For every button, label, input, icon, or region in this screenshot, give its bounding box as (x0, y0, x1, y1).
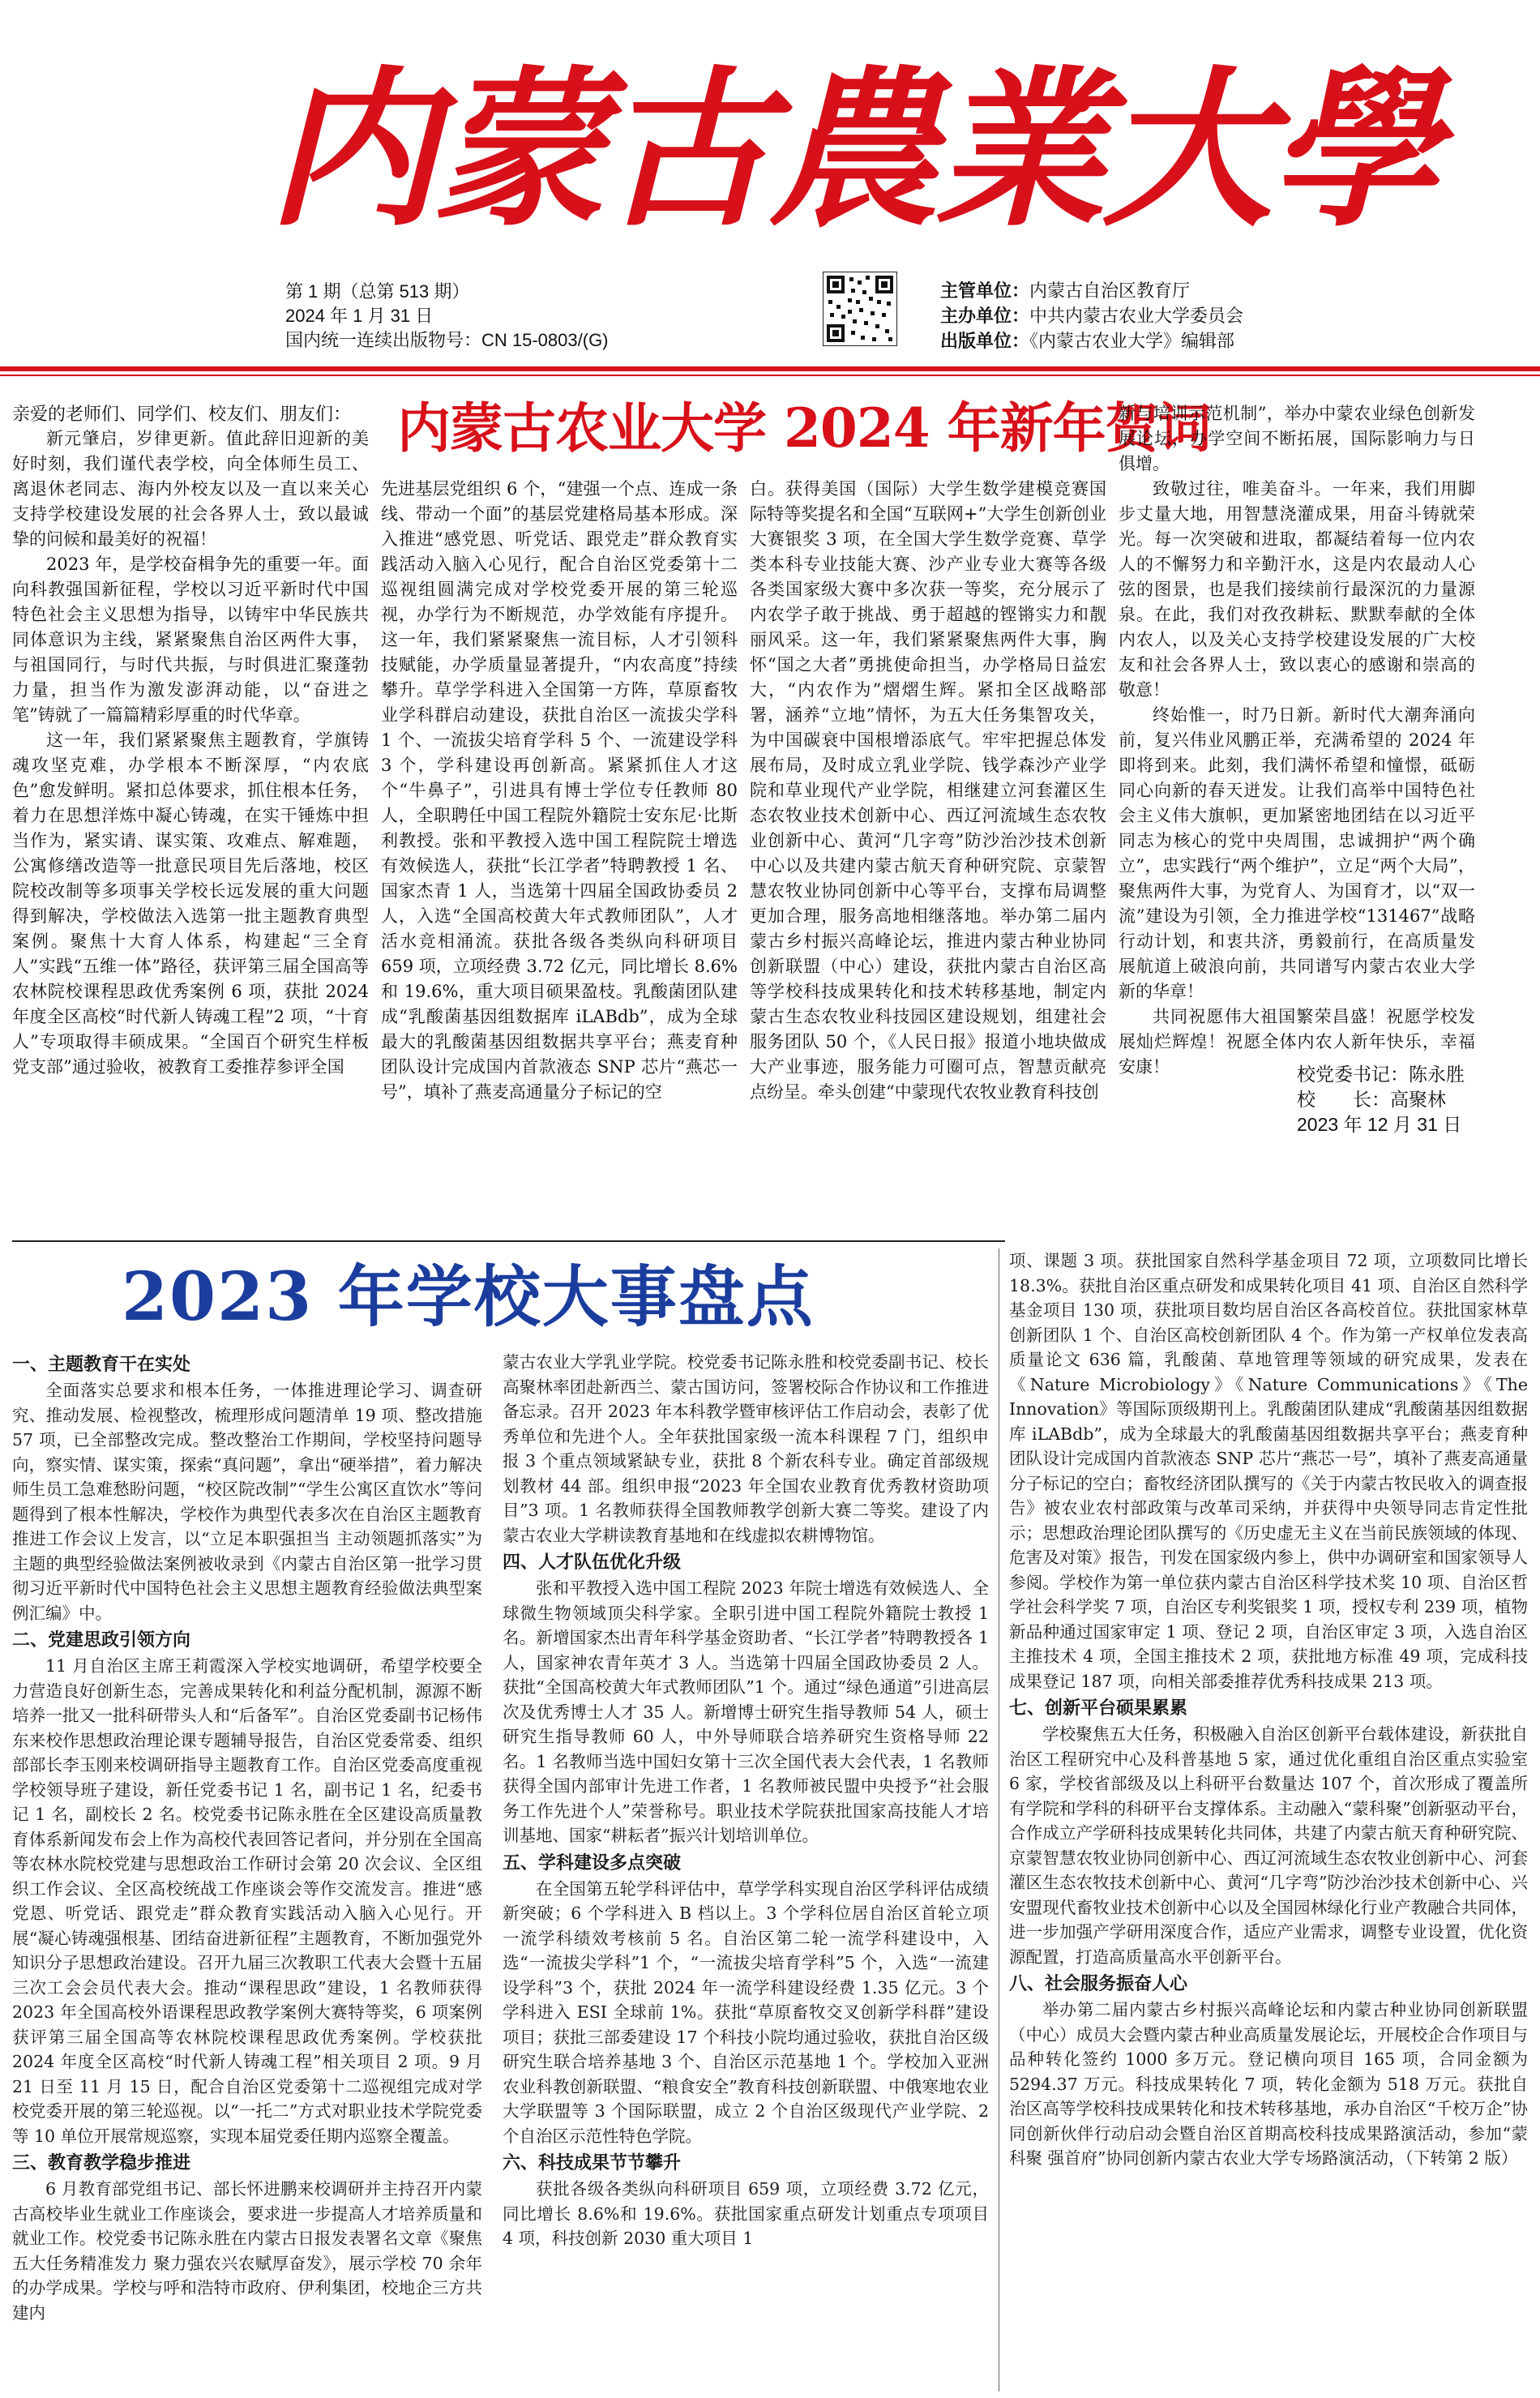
signature-president: 校 长：高聚林 (1297, 1089, 1446, 1110)
section-text: 11 月自治区主席王莉霞深入学校实地调研，希望学校要全力营造良好创新生态，完善成果转化和利益分配机制，源源不断培养一批又一批科研带头人和“后备军”。自治区党委副书记杨伟东来校作思想政治理论课专题辅导报告，自治区党委常委、组织部部长李玉刚来校调研指导主题教育工作。自治区党委高度重视学校领导班子建设，新任党委书记 1 名，副书记 1 名，纪委书记 1 名，副校长 2 名。校党委书记陈永胜在全区建设高质量教育体系新闻发布会上作为高校代表回答记者问，并分别在全国高等农林水院校党建与思想政治工作研讨会第 20 次会议、全区组织工作会议、全区高校统战工作座谈会等作交流发言。推进“感党恩、听党话、跟党走”群众教育实践活动入脑入心见行。开展“凝心铸魂强根基、团结奋进新征程”主题教育，不断加强党外知识分子思想政治建设。召开九届三次教职工代表大会暨十五届三次工会会员代表大会。推动“课程思政”建设，1 名教师获得 2023 年全国高校外语课程思政教学案例大赛特等奖，6 项案例获评第三届全国高等农林院校课程思政优秀案例。学校获批 2024 年度全区高校“时代新人铸魂工程”相关项目 2 项。9 月 21 日至 11 月 15 日，配合自治区党委第十二巡视组完成对学校党委开展的第三轮巡视。以“一托二”方式对职业技术学院党委等 10 单位开展常规巡察，实现本届党委任期内巡察全覆盖。 (12, 1656, 482, 2146)
host-label: 主办单位： (940, 306, 1030, 326)
greeting-paragraph: 致敬过往，唯美奋斗。一年来，我们用脚步丈量大地，用智慧浇灌成果，用奋斗铸就荣光。每一次突破和进取，都凝结着每一位内农人的不懈努力和辛勤汗水，这是内农最动人心弦的图景，也是我们接续前行最深沉的力量源泉。在此，我们对孜孜耕耘、默默奉献的全体内农人，以及关心支持学校建设发展的广大校友和社会各界人士，致以衷心的感谢和崇高的敬意！ (1119, 479, 1475, 700)
greeting-paragraph: 终始惟一，时乃日新。新时代大潮奔涌向前，复兴伟业风鹏正举，充满希望的 2024 年即将到来。此刻，我们满怀希望和憧憬，砥砺同心向新的春天迸发。让我们高举中国特色社会主义伟大旗帜，更加紧密地团结在以习近平同志为核心的党中央周围，忠诚拥护“两个确立”，忠实践行“两个维护”，立足“两个大局”，聚焦两件大事，为党育人、为国育才，以“双一流”建设为引领，全力推进学校“131467”战略行动计划，和衷共济，勇毅前行，在高质量发展航道上破浪向前，共同谱写内蒙古农业大学新的华章！ (1119, 705, 1475, 1001)
greeting-paragraph: 先进基层党组织 6 个，“建强一个点、连成一条线、带动一个面”的基层党建格局基本形成。深入推进“感党恩、听党话、跟党走”群众教育实践活动入脑入心见行，配合自治区党委第十二巡视组圆满完成对学校党委开展的第三轮巡视，办学行为不断规范，办学效能有序提升。这一年，我们紧紧聚焦一流目标，人才引领科技赋能，办学质量显著提升，“内农高度”持续攀升。草学学科进入全国第一方阵，草原畜牧业学科群启动建设，获批自治区一流拔尖学科 1 个、一流拔尖培育学科 5 个、一流建设学科 3 个，学科建设再创新高。紧紧抓住人才这个“牛鼻子”，引进具有博士学位专任教师 80 人，全职聘任中国工程院外籍院士安东尼·比斯利教授。张和平教授入选中国工程院院士增选有效候选人，获批“长江学者”特聘教授 1 名、国家杰青 1 人，当选第十四届全国政协委员 2 人，入选“全国高校黄大年式教师团队”，人才活水竞相涌流。获批各级各类纵向科研项目 659 项，立项经费 3.72 亿元，同比增长 8.6%和 19.6%，重大项目硕果盈枝。乳酸菌团队建成“乳酸菌基因组数据库 iLABdb”，成为全球最大的乳酸菌基因组数据共享平台；燕麦育种团队设计完成国内首款液态 SNP 芯片“燕芯一号”，填补了燕麦高通量分子标记的空 (381, 479, 738, 1102)
section-text: 学校聚焦五大任务，积极融入自治区创新平台载体建设，新获批自治区工程研究中心及科普基地 5 家，通过优化重组自治区重点实验室 6 家，学校省部级及以上科研平台数量达 107 个，首次形成了覆盖所有学院和学科的科研平台支撑体系。主动融入“蒙科聚”创新驱动平台，合作成立产学研科技成果转化共同体，共建了内蒙古航天育种研究院、京蒙智慧农牧业协同创新中心、西辽河流域生态农牧业创新中心、河套灌区生态农牧技术创新中心、黄河“几字弯”防沙治沙技术创新中心、兴安盟现代畜牧业技术创新中心以及全国园林绿化行业产教融合共同体，进一步加强产学研用深度合作，适应产业需求，调整专业设置，优化资源配置，打造高质量高水平创新平台。 (1009, 1724, 1528, 1967)
section-heading: 五、学科建设多点突破 (503, 1852, 682, 1873)
section-heading: 八、社会服务振奋人心 (1009, 1973, 1188, 1993)
greeting-signature (1297, 1062, 1465, 1137)
signature-date: 2023 年 12 月 31 日 (1297, 1114, 1462, 1135)
section-text: 获批各级各类纵向科研项目 659 项，立项经费 3.72 亿元，同比增长 8.6%和 19.6%。获批国家重点研发计划重点专项项目 4 项，科技创新 2030 重大项目 1 (503, 2179, 989, 2248)
greeting-paragraph: 这一年，我们紧紧聚焦主题教育，学旗铸魂攻坚克难，办学根本不断深厚，“内农底色”愈发鲜明。紧扣总体要求，抓住根本任务，着力在思想洋炼中凝心铸魂，在实干锤炼中担当作为，紧实请、谋实策、攻难点、解难题，公寓修缮改造等一批意民项目先后落地，校区院校改制等多项事关学校长远发展的重大问题得到解决，学校做法入选第一批主题教育典型案例。聚焦十大育人体系，构建起“三全育人”实践“五维一体”路径，获评第三届全国高等农林院校课程思政优秀案例 6 项，获批 2024 年度全区高校“时代新人铸魂工程”2 项，“十育人”专项取得丰硕成果。“全国百个研究生样板党支部”通过验收，被教育工委推荐参评全国 (12, 730, 369, 1077)
yearreview-title: 2023 年学校大事盘点 (122, 1258, 815, 1336)
yearreview-column-1 (12, 1350, 482, 2392)
section-text: 在全国第五轮学科评估中，草学学科实现自治区学科评估成绩新突破；6 个学科进入 B 档以上。3 个学科位居自治区首轮立项一流学科绩效考核前 5 名。自治区第二轮一流学科建设中，入选“一流拔尖学科”1 个，“一流拔尖培育学科”5 个，入选“一流建设学科”3 个，获批 2024 年一流学科建设经费 1.35 亿元。3 个学科进入 ESI 全球前 1%。获批“草原畜牧交叉创新学科群”建设项目；获批三部委建设 17 个科技小院均通过验收，获批自治区级研究生联合培养基地 3 个、自治区示范基地 1 个。学校加入亚洲农业科教创新联盟、“粮食安全”教育科技创新联盟、中俄寒地农业大学联盟等 3 个国际联盟，成立 2 个自治区级现代产业学院、2 个自治区示范性特色学院。 (503, 1878, 989, 2146)
yearreview-column-3 (1009, 1248, 1528, 2392)
section-text: 项、课题 3 项。获批国家自然科学基金项目 72 项，立项数同比增长 18.3%。获批自治区重点研发和成果转化项目 41 项、自治区自然科学基金项目 130 项，获批项目数均居自治区各高校首位。获批国家林草创新团队 1 个、自治区高校创新团队 4 个。作为第一产权单位发表高质量论文 636 篇，乳酸菌、草地管理等领域的研究成果，发表在《Nature Microbiology》《Nature Communications》《The Innovation》等国际顶级期刊上。乳酸菌团队建成“乳酸菌基因组数据库 iLABdb”，成为全球最大的乳酸菌基因组数据共享平台；燕麦育种团队设计完成国内首款液态 SNP 芯片“燕芯一号”，填补了燕麦高通量分子标记的空白；畜牧经济团队撰写的《关于内蒙古牧民收入的调查报告》被农业农村部政策与改革司采纳，并获得中央领导同志肯定性批示；思想政治理论团队撰写的《历史虚无主义在当前民族领域的体现、危害及对策》报告，刊发在国家级内参上，供中办调研室和国家领导人参阅。学校作为第一单位获内蒙古自治区科学技术奖 10 项、自治区哲学社会科学奖 7 项，自治区专利奖银奖 1 项，授权专利 239 项，植物新品种通过国家审定 1 项、登记 2 项，自治区审定 3 项，入选自治区主推技术 4 项，全国主推技术 2 项，获批地方标准 49 项，完成科技成果登记 187 项，向相关部委推荐优秀科技成果 213 项。 (1009, 1251, 1528, 1691)
yearreview-column-2 (503, 1350, 989, 2392)
issue-date: 2024 年 1 月 31 日 (285, 306, 434, 326)
masthead-divider (0, 366, 1540, 371)
section-heading: 六、科技成果节节攀升 (503, 2152, 682, 2173)
publisher-label: 出版单位： (940, 331, 1030, 351)
masthead (0, 0, 1540, 381)
sponsor-label: 主管单位： (940, 280, 1030, 301)
signature-secretary: 校党委书记：陈永胜 (1297, 1064, 1465, 1085)
greeting-title: 内蒙古农业大学 2024 年新年贺词 (397, 396, 1211, 460)
greeting-paragraph: 白。获得美国（国际）大学生数学建模竞赛国际特等奖提名和全国“互联网+”大学生创新创业大赛银奖 3 项，在全国大学生数学竞赛、草学类本科专业技能大赛、沙产业专业大赛等各级各类国家级大赛中多次获一等奖，充分展示了内农学子敢于挑战、勇于超越的铿锵实力和靓丽风采。这一年，我们紧紧聚焦两件大事，胸怀“国之大者”勇挑使命担当，办学格局日益宏大，“内农作为”熠熠生辉。紧扣全区战略部署，涵养“立地”情怀，为五大任务集智攻关，为中国碳衰中国根增添底气。牢牢把握总体发展布局，及时成立乳业学院、钱学森沙产业学院和草业现代产业学院，相继建立河套灌区生态农牧业技术创新中心、西辽河流域生态农牧业创新中心、黄河“几字弯”防沙治沙技术创新中心以及共建内蒙古航天育种研究院、京蒙智慧农牧业协同创新中心等平台，支撑布局调整更加合理，服务高地相继落地。举办第二届内蒙古乡村振兴高峰论坛，推进内蒙古种业协同创新联盟（中心）建设，获批内蒙古自治区高等学校科技成果转化和技术转移基地，制定内蒙古生态农牧业科技园区建设规划，组建社会服务团队 50 个，《人民日报》报道小地块做成大产业事迹，服务能力可圈可点，智慧贡献亮点纷呈。牵头创建“中蒙现代农牧业教育科技创 (750, 479, 1106, 1102)
greeting-column-1 (12, 401, 369, 1232)
greeting-paragraph: 2023 年，是学校奋楫争先的重要一年。面向科教强国新征程，学校以习近平新时代中国特色社会主义思想为指导，以铸牢中华民族共同体意识为主线，紧紧聚焦自治区两件大事，与祖国同行，与时代共振，与时俱进汇聚蓬勃力量，担当作为激发澎湃动能，以“奋进之笔”铸就了一篇篇精彩厚重的时代华章。 (12, 555, 369, 725)
section-text: 蒙古农业大学乳业学院。校党委书记陈永胜和校党委副书记、校长高聚林率团赴新西兰、蒙古国访问，签署校际合作协议和工作推进备忘录。召开 2023 年本科教学暨审核评估工作启动会，表彰了优秀单位和先进个人。全年获批国家级一流本科课程 7 门，组织申报 3 个重点领域紧缺专业，获批 8 个新农科专业。确定首部级规划教材 44 部。组织申报“2023 年全国农业教育优秀教材资助项目”3 项。1 名教师获得全国教师教学创新大赛二等奖。建设了内蒙古农业大学耕读教育基地和在线虚拟农耕博物馆。 (503, 1352, 989, 1545)
section-text: 全面落实总要求和根本任务，一体推进理论学习、调查研究、推动发展、检视整改，梳理形成问题清单 19 项、整改措施 57 项，已全部整改完成。整改整治工作期间，学校坚持问题导向，察实情、谋实策，探索“真问题”，拿出“硬举措”，着力解决师生员工急难愁盼问题，“校区院改制”“学生公寓区直饮水”等问题得到了根本性解决，学校作为典型代表多次在自治区主题教育推进工作会议上发言，以“立足本职强担当 主动领题抓落实”为主题的典型经验做法案例被收录到《内蒙古自治区第一批学习贯彻习近平新时代中国特色社会主义思想主题教育经验做法典型案例汇编》中。 (12, 1381, 482, 1623)
section-divider (12, 1240, 1005, 1242)
qr-code-icon[interactable] (823, 272, 897, 346)
masthead-divider-thin (0, 375, 1540, 376)
greeting-column-2 (381, 477, 738, 1231)
section-heading: 七、创新平台硕果累累 (1009, 1698, 1188, 1718)
publisher-info (940, 278, 1243, 353)
section-heading: 四、人才队伍优化升级 (503, 1552, 682, 1572)
section-heading: 二、党建思政引领方向 (12, 1629, 191, 1650)
issue-info (285, 280, 609, 353)
section-heading: 一、主题教育干在实处 (12, 1354, 191, 1374)
section-heading: 三、教育教学稳步推进 (12, 2152, 191, 2173)
section-text: 举办第二届内蒙古乡村振兴高峰论坛和内蒙古种业协同创新联盟（中心）成员大会暨内蒙古种业高质量发展论坛，开展校企合作项目与品种转化签约 1000 多万元。登记横向项目 165 项，合同金额为 5294.37 万元。科技成果转化 7 项，转化金额为 518 万元。获批自治区高等学校科技成果转化和技术转移基地，承办自治区“千校万企”协同创新伙伴行动启动会暨自治区首期高校科技成果路演活动，参加“蒙科聚 强首府”协同创新内蒙古农业大学专场路演活动，（下转第 2 版） (1009, 2000, 1528, 2168)
newspaper-title: 内蒙古農業大學 (267, 49, 1437, 250)
host: 中共内蒙古农业大学委员会 (1029, 306, 1244, 326)
publisher: 《内蒙古农业大学》编辑部 (1029, 331, 1235, 351)
section-text: 6 月教育部党组书记、部长怀进鹏来校调研并主持召开内蒙古高校毕业生就业工作座谈会，要求进一步提高人才培养质量和就业工作。校党委书记陈永胜在内蒙古日报发表署名文章《聚焦五大任务精准发力 聚力强农兴农赋厚奋发》，展示学校 70 余年的办学成果。学校与呼和浩特市政府、伊利集团，校地企三方共建内 (12, 2179, 482, 2323)
greeting-paragraph: 新与培训示范机制”，举办中蒙农业绿色创新发展论坛，办学空间不断拓展，国际影响力与日俱增。 (1119, 404, 1475, 473)
greeting-paragraph: 新元肇启，岁律更新。值此辞旧迎新的美好时刻，我们谨代表学校，向全体师生员工、离退休老同志、海内外校友以及一直以来关心支持学校建设发展的社会各界人士，致以最诚挚的问候和最美好的祝福！ (12, 429, 369, 549)
issue-number: 第 1 期（总第 513 期） (285, 281, 470, 302)
sponsor: 内蒙古自治区教育厅 (1029, 280, 1191, 301)
greeting-salutation: 亲爱的老师们、同学们、校友们、朋友们： (12, 404, 352, 424)
greeting-paragraph: 共同祝愿伟大祖国繁荣昌盛！祝愿学校发展灿烂辉煌！祝愿全体内农人新年快乐，幸福安康！ (1119, 1007, 1475, 1077)
cn-number: 国内统一连续出版物号：CN 15-0803/(G) (285, 330, 609, 350)
section-text: 张和平教授入选中国工程院 2023 年院士增选有效候选人、全球微生物领域顶尖科学家。全职引进中国工程院外籍院士教授 1 名。新增国家杰出青年科学基金资助者、“长江学者”特聘教授各 1 人，国家神农青年英才 3 人。当选第十四届全国政协委员 2 人。获批“全国高校黄大年式教师团队”1 个。通过“绿色通道”引进高层次及优秀博士人才 35 人。新增博士研究生指导教师 54 人，硕士研究生指导教师 60 人，中外导师联合培养研究生资格导师 22 名。1 名教师当选中国妇女第十三次全国代表大会代表，1 名教师获得全国内部审计先进工作者，1 名教师被民盟中央授予“社会服务工作先进个人”荣誉称号。职业技术学院获批国家高技能人才培训基地、国家“耕耘者”振兴计划培训单位。 (503, 1578, 989, 1845)
greeting-column-3 (750, 477, 1106, 1231)
